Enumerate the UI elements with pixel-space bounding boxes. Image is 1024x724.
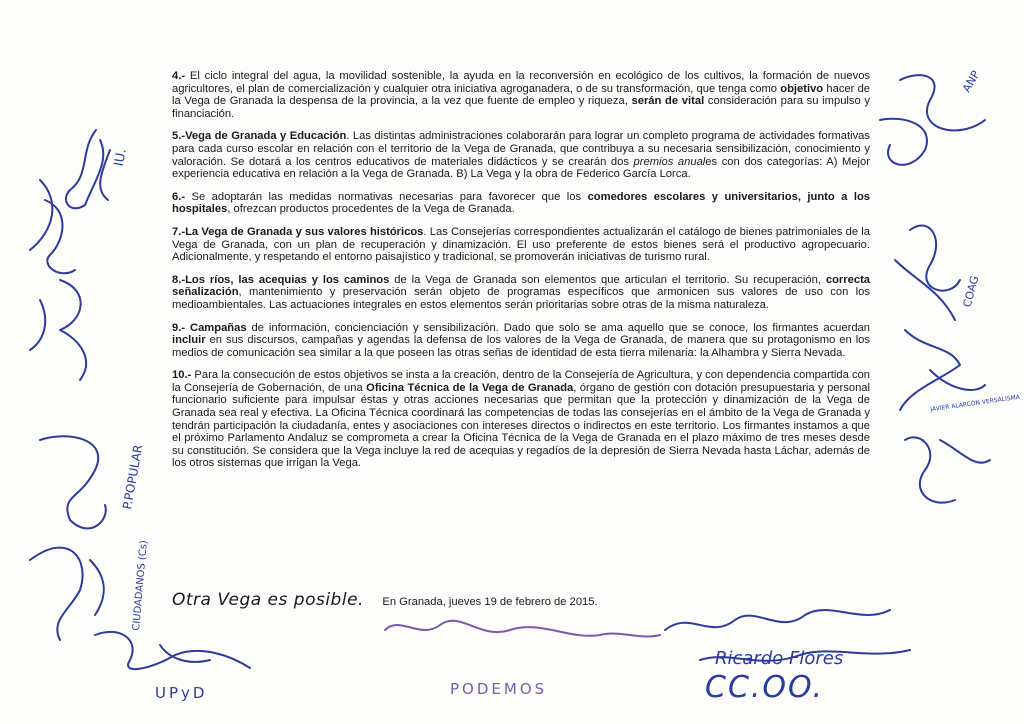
signature-iu xyxy=(66,130,110,208)
signature-bottom-right xyxy=(665,610,890,630)
clause-text: es con dos categorías: A) Mejor experiencia educativa en relación a la Vega de Granada. B) La Vega y la obra de Federico García Lorca. xyxy=(172,155,870,181)
clause-emphasis: serán de vital xyxy=(631,95,705,108)
clause-text: consideración para su impulso y financiación. xyxy=(172,95,871,120)
signature-left-5 xyxy=(30,548,104,640)
clause-text: , mantenimiento y preservación serán objeto de programas específicos que armonicen sus valores de uso con los medioambientales. Las actuaciones integrales en estos elementos serán prioritarias sobre otras de la misma naturaleza. xyxy=(172,286,870,311)
clause-6 xyxy=(172,191,870,216)
clause-text: hacer de la Vega de Granada la despensa de la provincia, a la vez que fuente de empleo y riqueza, xyxy=(172,82,871,108)
clause-emphasis: correcta señalización xyxy=(172,273,871,299)
motto: Otra Vega es posible. xyxy=(172,590,364,610)
clause-text: de la Vega de Granada son elementos que articulan el territorio. Su recuperación, xyxy=(394,273,821,286)
clause-text: , órgano de gestión con dotación presupuestaria y personal funcionario suficiente para impulsar éstas y otras acciones necesarias que permitan que la protección y dinamización de la Vega de Granada sea real y efectiva. La Oficina Técnica coordinará las competencias de todas las consejerías en el ámbito de la Vega de Granada y tendrán participación la ciudadanía, entes y asociaciones con intereses directos o indirectos en este territorio. Los firmantes instamos a que el próximo Parlamento Andaluz se comprometa a crear la Oficina Técnica de la Vega de Granada en el plazo máximo de tres meses desde su constitución. Se considera que la Vega incluye la red de acequias y regadíos de la depresión de Sierra Nevada hasta Láchar, además de los otros sistemas que irrigan la Vega. xyxy=(172,381,871,470)
clause-text: . Las Consejerías correspondientes actualizarán el catálogo de bienes patrimoniales de la Vega de Granada, con un plan de recuperación y dinamización. El uso preferente de estos bienes será el productivo agropecuario. Adicionalmente, y respetando el entorno paisajístico y tradicional, se promoverán iniciativas de turismo rural. xyxy=(172,225,870,264)
annotation-javier: JAVIER ALARCÓN VERSALISMA xyxy=(929,393,1021,414)
clause-text: Se adoptarán las medidas normativas necesarias para favorecer que los xyxy=(191,190,582,203)
clause-number: 10.- xyxy=(172,369,192,382)
signature-right-4 xyxy=(905,437,990,502)
place-date: En Granada, jueves 19 de febrero de 2015. xyxy=(382,596,598,608)
signature-left-2 xyxy=(30,180,75,273)
document-body xyxy=(172,70,870,480)
clause-number: 6.- xyxy=(172,190,186,203)
clause-number: 5.- xyxy=(172,130,186,143)
annotation-upyd: UPyD xyxy=(155,684,208,702)
closing-line xyxy=(172,590,872,610)
clause-4 xyxy=(172,70,870,120)
clause-7 xyxy=(172,226,870,264)
annotation-podemos: PODEMOS xyxy=(450,680,548,698)
clause-text: , ofrezcan productos procedentes de la Vega de Granada. xyxy=(227,203,515,216)
clause-number: 8.- xyxy=(172,273,186,286)
clause-title: Los ríos, las acequias y los caminos xyxy=(185,273,390,286)
clause-number: 9.- xyxy=(172,321,186,334)
annotation-iu: IU. xyxy=(111,147,130,168)
clause-emphasis: objetivo xyxy=(780,82,824,95)
annotation-coag: COAG xyxy=(960,274,982,309)
signature-upyd xyxy=(95,632,250,669)
annotation-ccoo: CC.OO. xyxy=(705,670,824,705)
clause-title: Vega de Granada y Educación xyxy=(185,130,347,143)
annotation-ppopular: P.POPULAR xyxy=(120,443,146,511)
annotation-anp: ANP xyxy=(959,68,983,95)
signature-right-3 xyxy=(900,330,985,410)
clause-emphasis: incluir xyxy=(172,334,206,347)
signature-left-4 xyxy=(40,436,106,528)
signature-right-2 xyxy=(895,225,960,320)
clause-5 xyxy=(172,130,870,180)
clause-title: La Vega de Granada y sus valores históricos xyxy=(185,225,424,238)
annotation-name-right: Ricardo Flores xyxy=(715,648,844,669)
clause-10 xyxy=(172,369,870,470)
clause-number: 7.- xyxy=(172,225,186,238)
clause-text: en sus discursos, campañas y agendas la defensa de los valores de la Vega de Granada, de manera que su protagonismo en los medios de comunicación sea similar a la que poseen las otras señas de identidad de esta tierra milenaria: la Alhambra y Sierra Nevada. xyxy=(172,334,870,359)
clause-8 xyxy=(172,274,870,312)
annotation-ciudadanos: CIUDADANOS (Cs) xyxy=(130,539,150,632)
signature-left-3 xyxy=(30,280,86,380)
clause-text: El ciclo integral del agua, la movilidad sostenible, la ayuda en la reconversión en ecológico de los cultivos, la formación de nuevos agricultores, el plan de comercialización y cualquier otra iniciativa agroganadera, o de su transformación, que tenga como xyxy=(172,70,871,95)
clause-text: de información, concienciación y sensibilización. Dado que solo se ama aquello que se conoce, los firmantes acuerdan xyxy=(251,321,870,334)
clause-text: . Las distintas administraciones colaborarán para lograr un completo programa de actividades formativas para cada curso escolar en relación con el territorio de la Vega de Granada, que contribuya a su necesaria sensibilización, conocimiento y valoración. Se dotará a los centros educativos de materiales didácticos y se crearán dos xyxy=(172,130,870,168)
clause-text: Para la consecución de estos objetivos se insta a la creación, dentro de la Consejería de Agricultura, y con dependencia compartida con la Consejería de Gobernación, de una xyxy=(172,369,870,394)
signature-podemos xyxy=(385,621,660,637)
clause-italic: premios anual xyxy=(633,155,706,168)
clause-number: 4.- xyxy=(172,70,186,82)
clause-9 xyxy=(172,322,870,360)
clause-title: Campañas xyxy=(189,321,247,334)
clause-emphasis: comedores escolares y universitarios, junto a los hospitales xyxy=(172,190,871,216)
clause-emphasis: Oficina Técnica de la Vega de Granada xyxy=(366,381,574,394)
